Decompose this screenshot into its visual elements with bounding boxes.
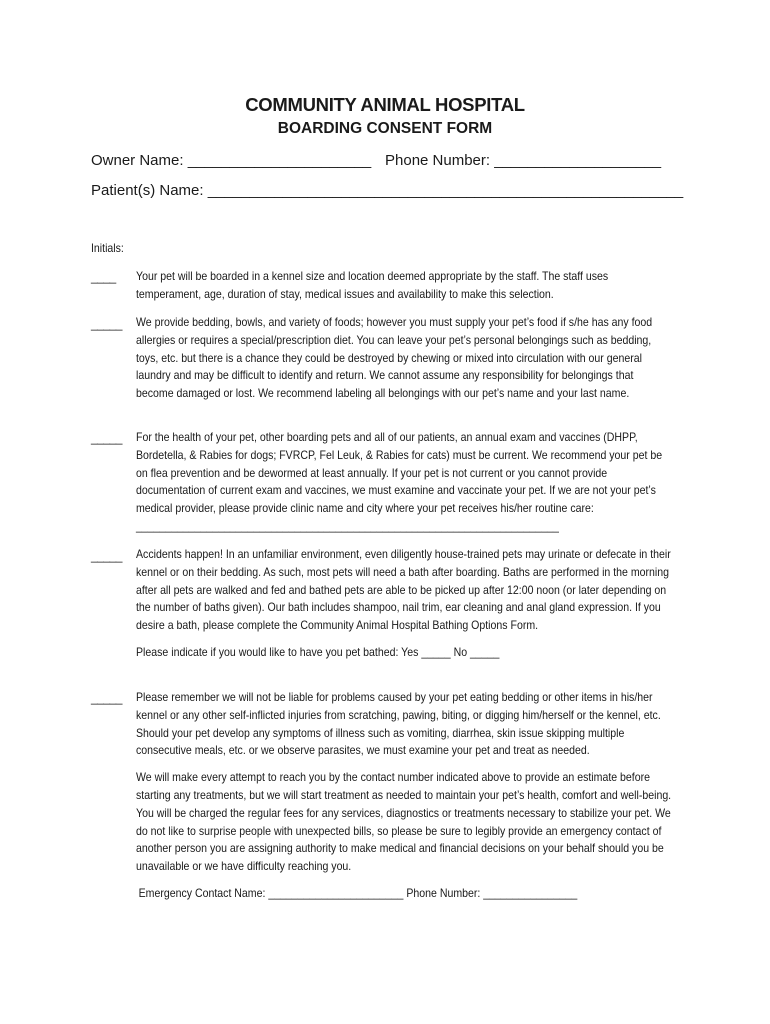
liability-text: Please remember we will not be liable for problems caused by your pet eating bedding or other items in his/her kennel or any other self-inflicted injuries from scratching, pawing, biting, or digging him/herself or the kennel, etc. Should your pet develop any symptoms of illness such as vomiting, diarrhea, skin issue skipping multiple consecutive meals, etc. or we observe parasites, we must examine your pet and treat as needed. [136,690,661,758]
initial-blank-bath[interactable]: _____ [91,549,122,563]
vaccines-paragraph [136,429,673,536]
contact-text: We will make every attempt to reach you by the contact number indicated above to provide an estimate before starting any treatments, but we will start treatment as needed to maintain your pet’s health, comfort and well-being. You will be charged the regular fees for any services, diagnostics or treatments necessary to stabilize your pet. We do not like to surprise people with unexpected bills, so please be sure to legibly provide an emergency contact of another person you are assigning authority to make medical and financial decisions on your behalf should you be unavailable or we have difficulty reaching you. [136,770,672,874]
patient-name-field[interactable]: Patient(s) Name: _________________________________________________________ [91,182,684,199]
emergency-contact-field[interactable]: Emergency Contact Name: _______________________ Phone Number: ________________ [138,885,578,900]
initial-blank-vaccines[interactable]: _____ [91,431,122,445]
owner-name-field[interactable]: Owner Name: ______________________ [91,152,372,169]
owner-phone-field[interactable]: Phone Number: ____________________ [385,152,662,169]
liability-paragraph [136,689,673,903]
bath-question[interactable]: Please indicate if you would like to have you pet bathed: Yes _____ No _____ [136,644,500,659]
belongings-text: We provide bedding, bowls, and variety of foods; however you must supply your pet’s food if s/he has any food allergies or requires a special/prescription diet. You can leave your pet’s personal belongings such as bedding, toys, etc. but there is a chance they could be destroyed by chewing or mixed into circulation with our general laundry and may be difficult to identify and return. We cannot assume any responsibility for belongings that become damaged or lost. We recommend labeling all belongings with our pet’s name and your last name. [136,315,653,401]
initials-label: Initials: [91,241,124,255]
vaccines-text: For the health of your pet, other boarding pets and all of our patients, an annual exam and vaccines (DHPP, Bordetella, & Rabies for dogs; FVRCP, Fel Leuk, & Rabies for cats) must be current. We recommend your pet be on flea prevention and be dewormed at least annually. If your pet is not current or you cannot provide documentation of current exam and vaccines, we must examine and vaccinate your pet. If we are not your pet’s medical provider, please provide clinic name and city where your pet receives his/her routine care: ________________________________________________________________________ [136,430,663,533]
bath-text: Accidents happen! In an unfamiliar environment, even diligently house-trained pets may urinate or defecate in their kennel or on their bedding. As such, most pets will need a bath after boarding. Baths are performed in the morning after all pets are walked and fed and bathed pets are able to be picked up after 12:00 noon (or later depending on the number of baths given). Our bath includes shampoo, nail trim, ear cleaning and anal gland expression. If you desire a bath, please complete the Community Animal Hospital Bathing Options Form. [136,547,671,633]
kennel-text: Your pet will be boarded in a kennel size and location deemed appropriate by the staff. The staff uses temperament, age, duration of stay, medical issues and availability to make this selection. [136,269,609,301]
form-title-consent: BOARDING CONSENT FORM [277,120,493,137]
initial-blank-belongings[interactable]: _____ [91,317,122,331]
form-title-hospital: COMMUNITY ANIMAL HOSPITAL [245,94,525,115]
kennel-paragraph [136,268,673,304]
initial-blank-liability[interactable]: _____ [91,691,122,705]
bath-paragraph [136,546,673,662]
initial-blank-kennel[interactable]: ____ [91,270,116,284]
belongings-paragraph [136,314,673,403]
